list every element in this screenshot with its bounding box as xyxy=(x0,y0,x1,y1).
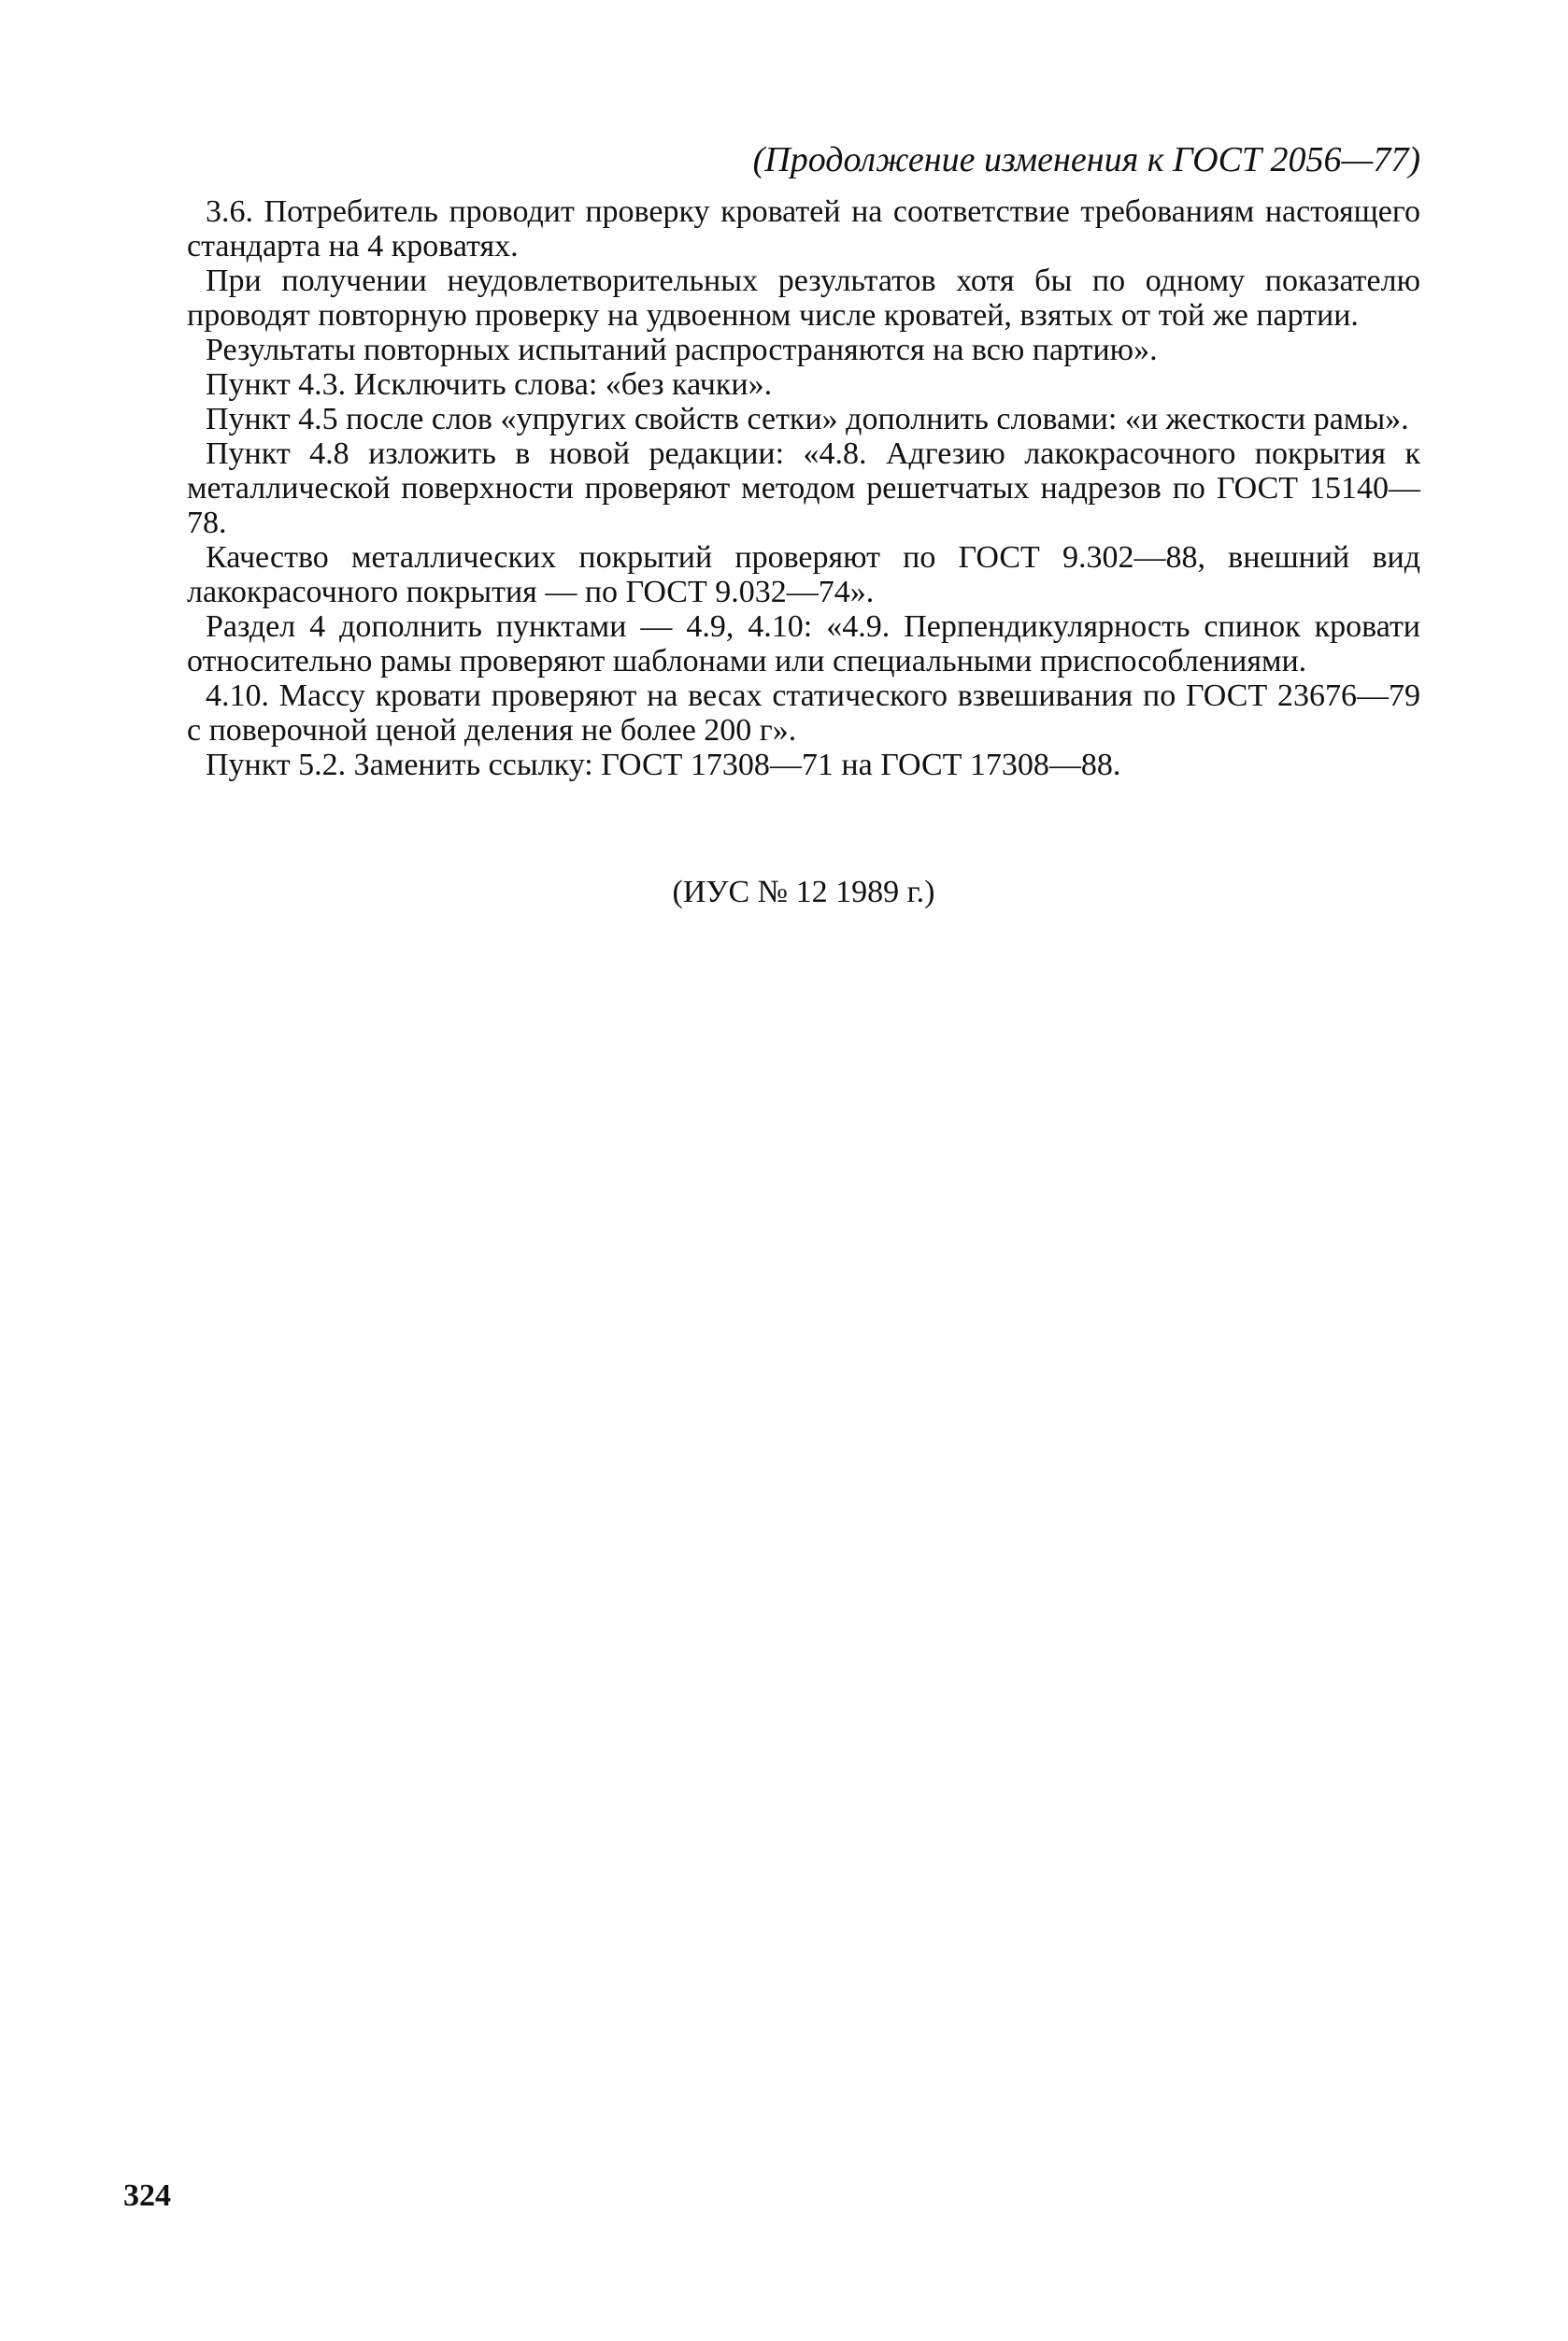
paragraph: Пункт 5.2. Заменить ссылку: ГОСТ 17308—71 на ГОСТ 17308—88. xyxy=(206,748,1121,782)
paragraph: Пункт 4.8 изложить в новой редакции: «4.8. Адгезию лакокрасочного покрытия к металлической поверхности проверяют методом решетчатых надрезов по ГОСТ 15140—78. xyxy=(187,436,1420,540)
paragraph: 3.6. Потребитель проводит проверку кроватей на соответствие требованиям настоящего стандарта на 4 кроватях. xyxy=(187,194,1420,264)
paragraph: Пункт 4.5 после слов «упругих свойств сетки» дополнить словами: «и жесткости рамы». xyxy=(206,402,1409,436)
page-number: 324 xyxy=(123,2178,171,2213)
paragraph: При получении неудовлетворительных результатов хотя бы по одному показателю проводят повторную проверку на удвоенном числе кроватей, взятых от той же партии. xyxy=(187,264,1420,333)
body-text xyxy=(187,194,1420,782)
paragraph: Качество металлических покрытий проверяют по ГОСТ 9.302—88, внешний вид лакокрасочного покрытия — по ГОСТ 9.032—74». xyxy=(187,540,1420,609)
paragraph: Результаты повторных испытаний распространяются на всю партию». xyxy=(206,333,1158,367)
paragraph: Пункт 4.3. Исключить слова: «без качки». xyxy=(206,367,773,402)
paragraph: Раздел 4 дополнить пунктами — 4.9, 4.10: «4.9. Перпендикулярность спинок кровати относительно рамы проверяют шаблонами или специальными приспособлениями. xyxy=(187,609,1420,678)
source-reference: (ИУС № 12 1989 г.) xyxy=(672,875,935,909)
page-header: (Продолжение изменения к ГОСТ 2056—77) xyxy=(752,140,1420,179)
paragraph: 4.10. Массу кровати проверяют на весах статического взвешивания по ГОСТ 23676—79 с поверочной ценой деления не более 200 г». xyxy=(187,678,1420,748)
